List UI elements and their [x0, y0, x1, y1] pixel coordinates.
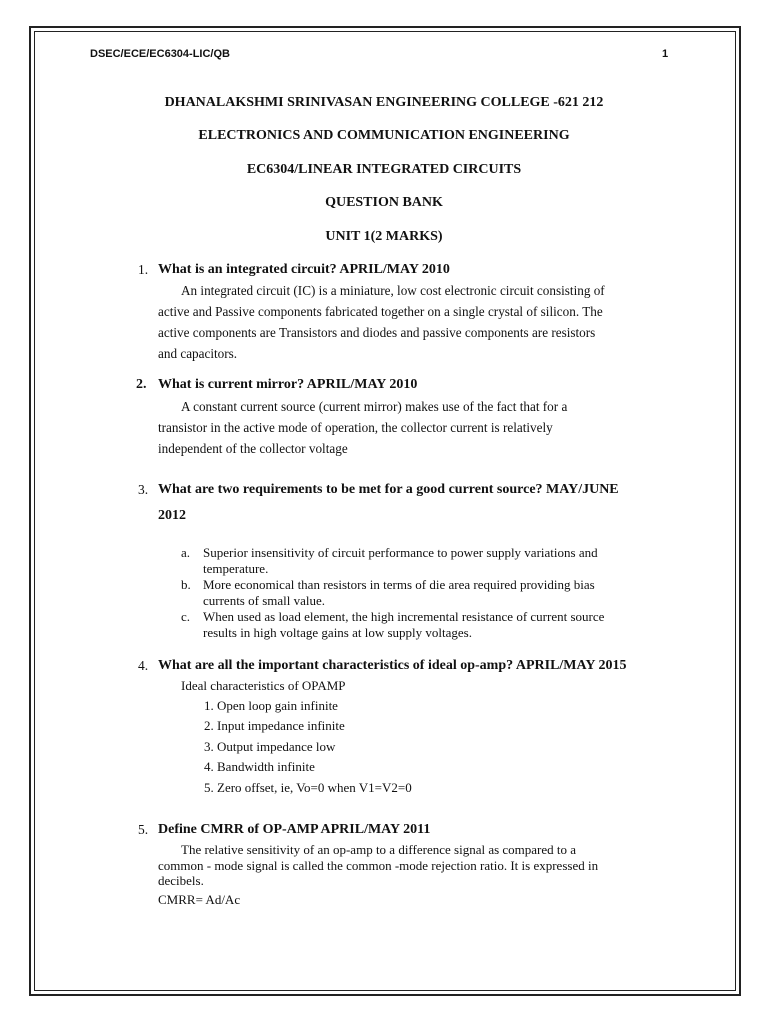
q4-intro: Ideal characteristics of OPAMP [181, 678, 346, 693]
list-text: When used as load element, the high incremental resistance of current source [203, 609, 605, 624]
list-text-cont: temperature. [203, 560, 269, 576]
list-item [181, 545, 687, 576]
question-4: What are all the important characteristics of ideal op-amp? APRIL/MAY 2015 [158, 658, 627, 673]
document-code: DSEC/ECE/EC6304-LIC/QB [90, 48, 230, 60]
unit-title: UNIT 1(2 MARKS) [325, 229, 443, 244]
question-number: 1. [138, 262, 149, 277]
question-number: 2. [136, 377, 147, 392]
answer-line: active components are Transistors and diodes and passive components are resistors [158, 325, 596, 340]
answer-1 [158, 280, 684, 364]
list-item [181, 577, 687, 608]
question-1: What is an integrated circuit? APRIL/MAY 2010 [158, 262, 450, 277]
list-item: 4. Bandwidth infinite [204, 759, 315, 774]
document-title: QUESTION BANK [325, 195, 443, 210]
college-title: DHANALAKSHMI SRINIVASAN ENGINEERING COLLEGE -621 212 [164, 95, 604, 110]
answer-5 [158, 842, 684, 907]
department-title: ELECTRONICS AND COMMUNICATION ENGINEERING [198, 128, 570, 143]
question-3: What are two requirements to be met for a good current source? MAY/JUNE [158, 482, 619, 497]
list-item: 5. Zero offset, ie, Vo=0 when V1=V2=0 [204, 780, 412, 795]
cmrr-formula: CMRR= Ad/Ac [158, 891, 241, 907]
question-2: What is current mirror? APRIL/MAY 2010 [158, 377, 418, 392]
answer-line: transistor in the active mode of operation, the collector current is relatively [158, 420, 553, 435]
list-marker: b. [181, 577, 191, 592]
list-item: 3. Output impedance low [204, 739, 336, 754]
answer-line: An integrated circuit (IC) is a miniature, low cost electronic circuit consisting of [181, 283, 605, 298]
page-number: 1 [662, 48, 669, 60]
answer-line: active and Passive components fabricated together on a single crystal of silicon. The [158, 304, 603, 319]
list-text: More economical than resistors in terms of die area required providing bias [203, 577, 595, 592]
q3-list [181, 545, 687, 640]
answer-line: A constant current source (current mirror) makes use of the fact that for a [181, 399, 568, 414]
question-3-line-2: 2012 [158, 508, 186, 523]
answer-line: The relative sensitivity of an op-amp to a difference signal as compared to a [181, 842, 577, 857]
question-number: 5. [138, 822, 149, 837]
answer-line: and capacitors. [158, 346, 238, 361]
question-number: 3. [138, 482, 149, 497]
answer-line: common - mode signal is called the common -mode rejection ratio. It is expressed in [158, 857, 599, 873]
answer-line: decibels. [158, 873, 204, 888]
list-item: 1. Open loop gain infinite [204, 698, 338, 713]
list-marker: a. [181, 545, 191, 560]
list-item: 2. Input impedance infinite [204, 718, 345, 733]
question-number: 4. [138, 658, 149, 673]
answer-2 [158, 396, 684, 459]
list-text-cont: currents of small value. [203, 592, 326, 608]
list-text-cont: results in high voltage gains at low supply voltages. [203, 624, 472, 640]
question-5: Define CMRR of OP-AMP APRIL/MAY 2011 [158, 822, 431, 837]
list-text: Superior insensitivity of circuit performance to power supply variations and [203, 545, 598, 560]
list-marker: c. [181, 609, 191, 624]
answer-line: independent of the collector voltage [158, 441, 348, 456]
course-title: EC6304/LINEAR INTEGRATED CIRCUITS [246, 162, 522, 177]
list-item [181, 609, 687, 640]
